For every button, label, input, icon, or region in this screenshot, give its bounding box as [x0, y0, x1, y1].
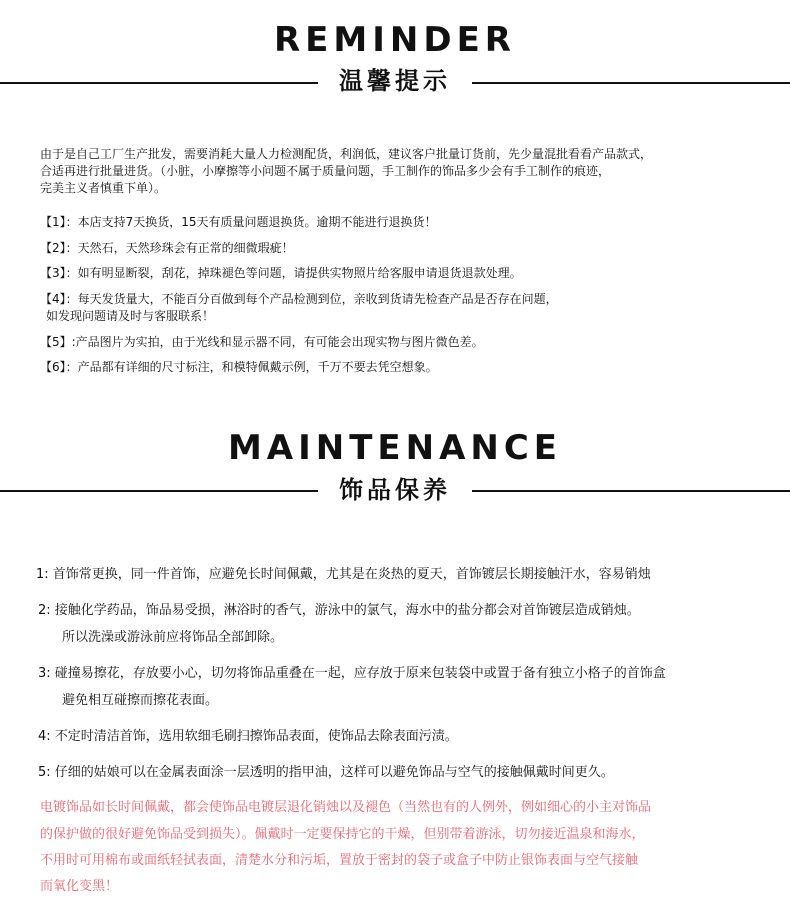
reminder-item-3: 【3】：如有明显断裂，刮花，掉珠褪色等问题，请提供实物照片给客服申请退货退款处理。 [40, 266, 522, 280]
maintenance-title-en: MAINTENANCE [227, 428, 563, 468]
reminder-item-4-line-2: 如发现问题请及时与客服联系！ [46, 309, 215, 323]
maintenance-note-line-4: 而氧化变黑！ [40, 879, 119, 894]
reminder-intro-line-2: 合适再进行批量进货。（小脏，小摩擦等小问题不属于质量问题，手工制作的饰品多少会有手工制作的痕迹， [40, 164, 611, 178]
reminder-intro-line-1: 由于是自己工厂生产批发，需要消耗大量人力检测配货，利润低，建议客户批量订货前，先少量混批看看产品款式， [40, 147, 653, 161]
maintenance-note-line-2: 的保护做的很好避免饰品受到损失）。佩戴时一定要保持它的干燥，但别带着游泳，切勿接近温泉和海水， [40, 827, 645, 842]
reminder-item-4-line-1: 【4】：每天发货量大，不能百分百做到每个产品检测到位，亲收到货请先检查产品是否存在问题， [40, 292, 558, 306]
maintenance-item-3-line-1: 3: 碰撞易擦花，存放要小心，切勿将饰品重叠在一起，应存放于原来包装袋中或置于备有独立小格子的首饰盒 [38, 666, 666, 681]
maintenance-item-3-line-2: 避免相互碰擦而擦花表面。 [62, 693, 219, 708]
maintenance-item-2-line-2: 所以洗澡或游泳前应将饰品全部卸除。 [62, 630, 284, 645]
maintenance-item-1: 1: 首饰常更换，同一件首饰，应避免长时间佩戴，尤其是在炎热的夏天，首饰镀层长期接触汗水，容易销烛 [36, 567, 651, 582]
reminder-item-6: 【6】：产品都有详细的尺寸标注，和模特佩戴示例，千万不要去凭空想象。 [40, 360, 438, 374]
reminder-item-5: 【5】:产品图片为实拍，由于光线和显示器不同，有可能会出现实物与图片微色差。 [40, 335, 484, 349]
reminder-title-cn: 温馨提示 [339, 67, 451, 95]
maintenance-item-4: 4: 不定时清洁首饰，选用软细毛刷扫擦饰品表面，使饰品去除表面污渍。 [38, 729, 458, 744]
maintenance-note-line-1: 电镀饰品如长时间佩戴，都会使饰品电镀层退化销烛以及褪色（当然也有的人例外，例如细心的小主对饰品 [40, 800, 652, 815]
reminder-item-1: 【1】：本店支持7天换货，15天有质量问题退换货。逾期不能进行退换货！ [40, 215, 437, 229]
maintenance-item-2-line-1: 2: 接触化学药品，饰品易受损，淋浴时的香气，游泳中的氯气，海水中的盐分都会对首饰镀层造成销烛。 [38, 603, 640, 618]
maintenance-note-line-3: 不用时可用棉布或面纸轻拭表面，清楚水分和污垢，置放于密封的袋子或盒子中防止银饰表面与空气接触 [40, 853, 639, 868]
reminder-intro-line-3: 完美主义者慎重下单）。 [40, 181, 167, 195]
maintenance-title-cn: 饰品保养 [339, 476, 451, 504]
reminder-item-2: 【2】：天然石，天然珍珠会有正常的细微瑕疵！ [40, 241, 294, 255]
maintenance-item-5: 5: 仔细的姑娘可以在金属表面涂一层透明的指甲油，这样可以避免饰品与空气的接触佩戴时间更久。 [38, 765, 614, 780]
reminder-title-en: REMINDER [274, 20, 516, 60]
